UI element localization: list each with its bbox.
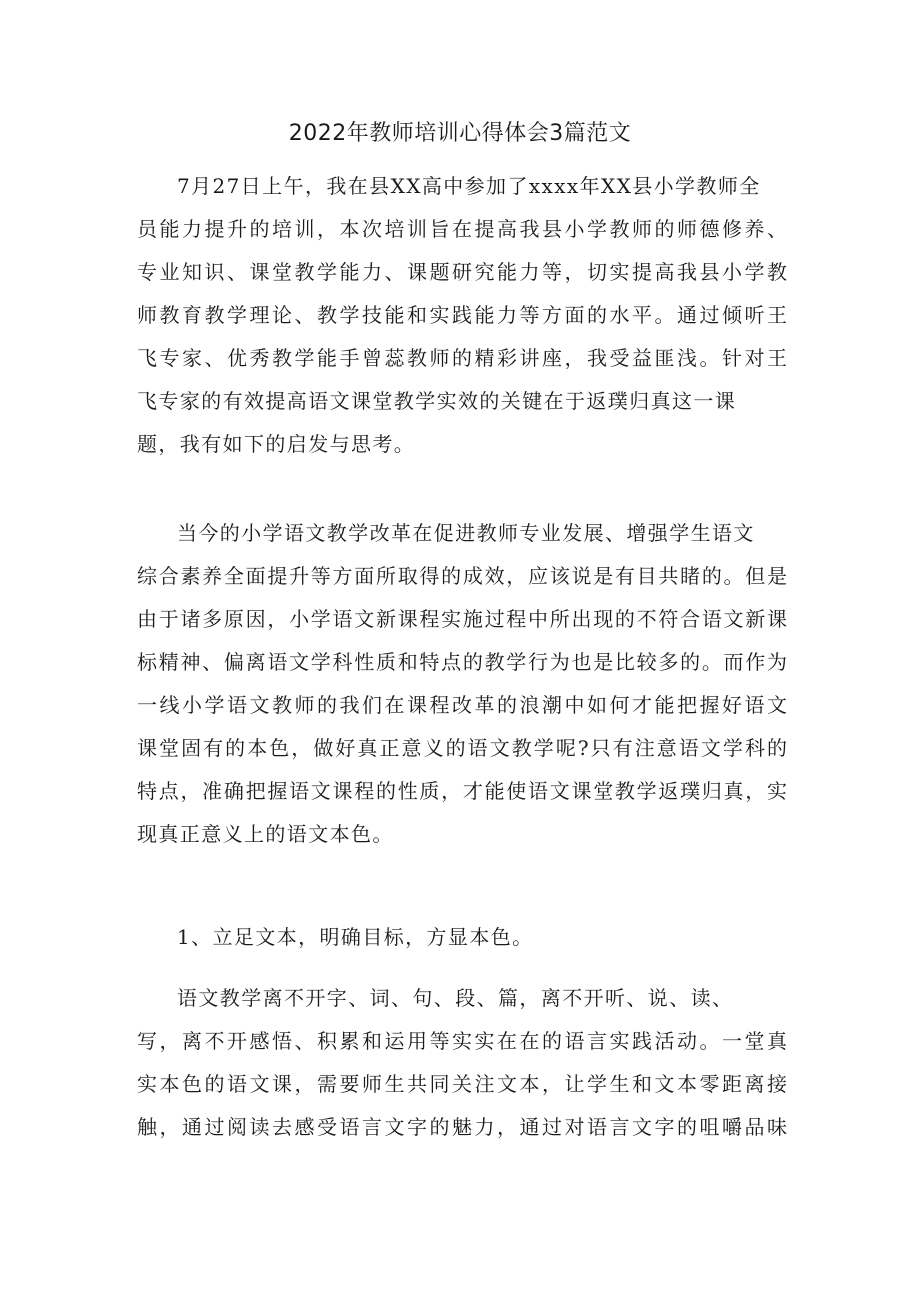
paragraph-line: 当今的小学语文教学改革在促进教师专业发展、增强学生语文 [177,521,755,545]
paragraph-line: 7月27日上午，我在县XX高中参加了xxxx年XX县小学教师全 [177,174,761,198]
paragraph-line: 飞专家、优秀教学能手曾蕊教师的精彩讲座，我受益匪浅。针对王 [137,346,787,370]
paragraph-line: 师教育教学理论、教学技能和实践能力等方面的水平。通过倾听王 [137,303,787,327]
paragraph-line: 综合素养全面提升等方面所取得的成效，应该说是有目共睹的。但是 [137,564,787,588]
paragraph-line: 触，通过阅读去感受语言文字的魅力，通过对语言文字的咀嚼品味 [137,1115,787,1139]
paragraph-line: 专业知识、课堂教学能力、课题研究能力等，切实提高我县小学教 [137,260,787,284]
paragraph-line: 由于诸多原因，小学语文新课程实施过程中所出现的不符合语文新课 [137,607,787,631]
document-title: 2022年教师培训心得体会3篇范文 [288,121,632,146]
paragraph-line: 实本色的语文课，需要师生共同关注文本，让学生和文本零距离接 [137,1072,787,1096]
paragraph-line: 写，离不开感悟、积累和运用等实实在在的语言实践活动。一堂真 [137,1029,787,1053]
paragraph-line: 课堂固有的本色，做好真正意义的语文教学呢?只有注意语文学科的 [137,736,787,760]
paragraph-line: 标精神、偏离语文学科性质和特点的教学行为也是比较多的。而作为 [137,650,787,674]
paragraph-line: 一线小学语文教师的我们在课程改革的浪潮中如何才能把握好语文 [137,693,787,717]
paragraph-1 [137,165,787,466]
paragraph-line: 特点，准确把握语文课程的性质，才能使语文课堂教学返璞归真，实 [137,779,787,803]
paragraph-line: 员能力提升的培训，本次培训旨在提高我县小学教师的师德修养、 [137,217,787,241]
paragraph-line: 题，我有如下的启发与思考。 [137,432,416,456]
paragraph-line: 现真正意义上的语文本色。 [137,822,394,846]
paragraph-4 [137,977,787,1149]
paragraph-line: 飞专家的有效提高语文课堂教学实效的关键在于返璞归真这一课 [137,389,737,413]
paragraph-line: 语文教学离不开字、词、句、段、篇，离不开听、说、读、 [177,986,734,1010]
paragraph-2 [137,512,787,856]
section-heading-1 [137,916,787,959]
section-heading-text: 1、立足文本，明确目标，方显本色。 [177,925,534,949]
